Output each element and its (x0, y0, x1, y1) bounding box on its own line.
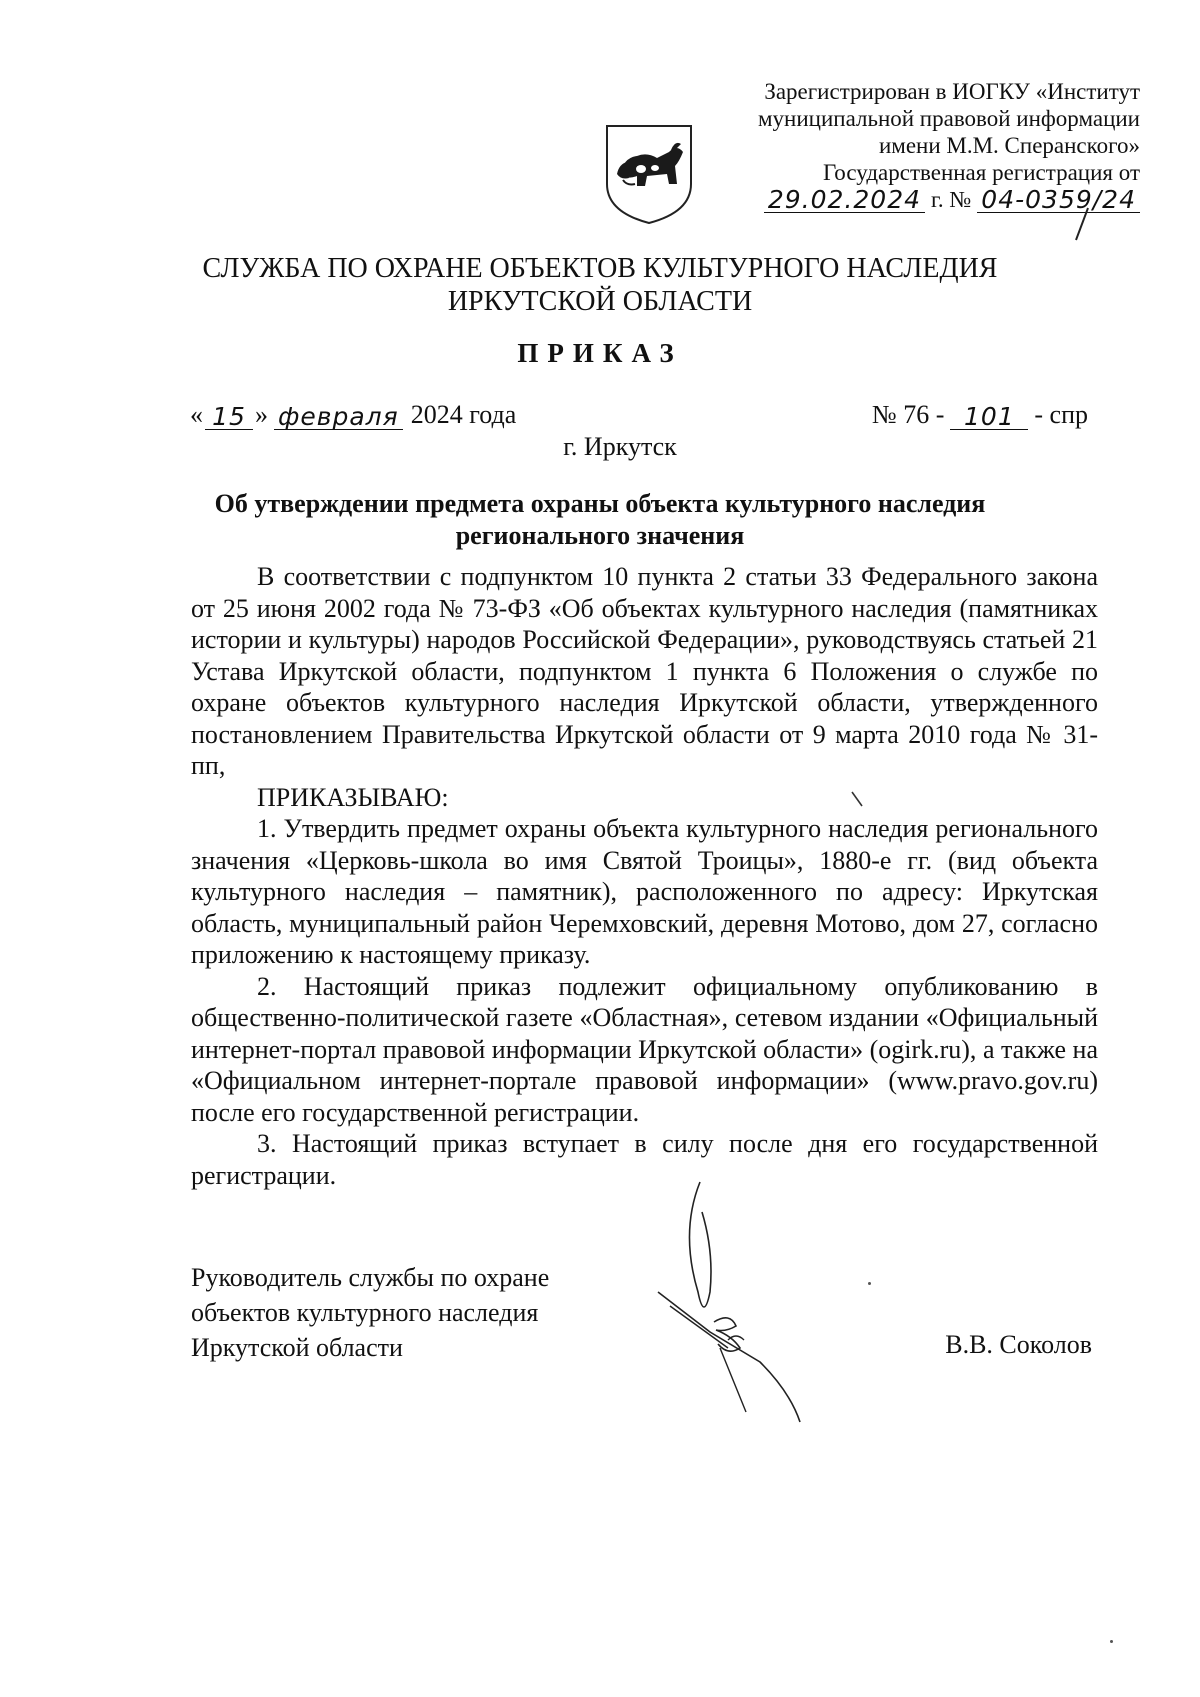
registration-number-label: г. № (931, 187, 972, 212)
registration-number: 04-0359/24 (977, 188, 1140, 213)
date-year: 2024 года (410, 400, 517, 429)
signatory-position-line-3: Иркутской области (191, 1333, 403, 1362)
order-item-2: 2. Настоящий приказ подлежит официальному опубликованию в общественно-политической газете «Областная», сетевом издании «Официальный интернет-портал правовой информации Иркутской области» (ogirk.ru), а также на «Официальном интернет-портале правовой информации» (www.pravo.gov.ru) после его государственной регистрации. (191, 971, 1098, 1127)
date-month: февраля (274, 405, 403, 430)
handwritten-slash-icon (1070, 206, 1092, 242)
date-open-quote: « (190, 400, 203, 429)
irkutsk-coat-of-arms-icon (603, 122, 695, 226)
pen-tick-icon (850, 790, 866, 810)
agency-name-line-2: ИРКУТСКОЙ ОБЛАСТИ (447, 286, 753, 317)
signatory-position-line-1: Руководитель службы по охране (191, 1263, 550, 1292)
registration-stamp (710, 78, 1140, 213)
document-type: ПРИКАЗ (517, 338, 683, 368)
date-close-quote: » (255, 400, 268, 429)
registration-line-1: Зарегистрирован в ИОГКУ «Институт (764, 79, 1140, 104)
order-number-prefix: № 76 - (871, 400, 945, 429)
order-item-3: 3. Настоящий приказ вступает в силу после дня его государственной регистрации. (191, 1129, 1098, 1190)
ink-dot (868, 1282, 871, 1285)
order-number-suffix: - спр (1034, 400, 1088, 429)
signatory-position (191, 1260, 549, 1365)
title-line-1: Об утверждении предмета охраны объекта культурного наследия (214, 489, 986, 518)
signatory-position-line-2: объектов культурного наследия (191, 1298, 539, 1327)
registration-line-3: имени М.М. Сперанского» (878, 133, 1140, 158)
date-day: 15 (205, 405, 253, 430)
handwritten-signature-icon (640, 1172, 840, 1432)
agency-name (0, 252, 1200, 318)
title-line-2: регионального значения (455, 521, 745, 550)
registration-line-4: Государственная регистрация от (823, 160, 1140, 185)
document-body (191, 561, 1098, 1191)
document-title (200, 488, 1000, 552)
city: г. Иркутск (563, 432, 677, 461)
order-number (872, 400, 1088, 430)
registration-date: 29.02.2024 (764, 188, 925, 213)
order-number-value: 101 (950, 405, 1028, 430)
order-word: ПРИКАЗЫВАЮ: (257, 782, 449, 812)
ink-dot (1110, 1640, 1113, 1643)
order-item-1: 1. Утвердить предмет охраны объекта культурного наследия регионального значения «Церковь-школа во имя Святой Троицы», 1880-е гг. (вид объекта культурного наследия – памятник), расположенного по адресу: Иркутская область, муниципальный район Черемховский, деревня Мотово, дом 27, согласно приложению к настоящему приказу. (191, 814, 1098, 969)
preamble-paragraph: В соответствии с подпунктом 10 пункта 2 статьи 33 Федерального закона от 25 июня 2002 года № 73-ФЗ «Об объектах культурного наследия (памятниках истории и культуры) народов Российской Федерации», руководствуясь статьей 21 Устава Иркутской области, подпунктом 1 пункта 6 Положения о службе по охране объектов культурного наследия Иркутской области, утвержденного постановлением Правительства Иркутской области от 9 марта 2010 года № 31-пп, (191, 562, 1098, 780)
order-date (190, 400, 516, 430)
agency-name-line-1: СЛУЖБА ПО ОХРАНЕ ОБЪЕКТОВ КУЛЬТУРНОГО НАСЛЕДИЯ (202, 253, 998, 284)
signatory-name: В.В. Соколов (945, 1330, 1092, 1359)
registration-line-2: муниципальной правовой информации (757, 106, 1140, 131)
